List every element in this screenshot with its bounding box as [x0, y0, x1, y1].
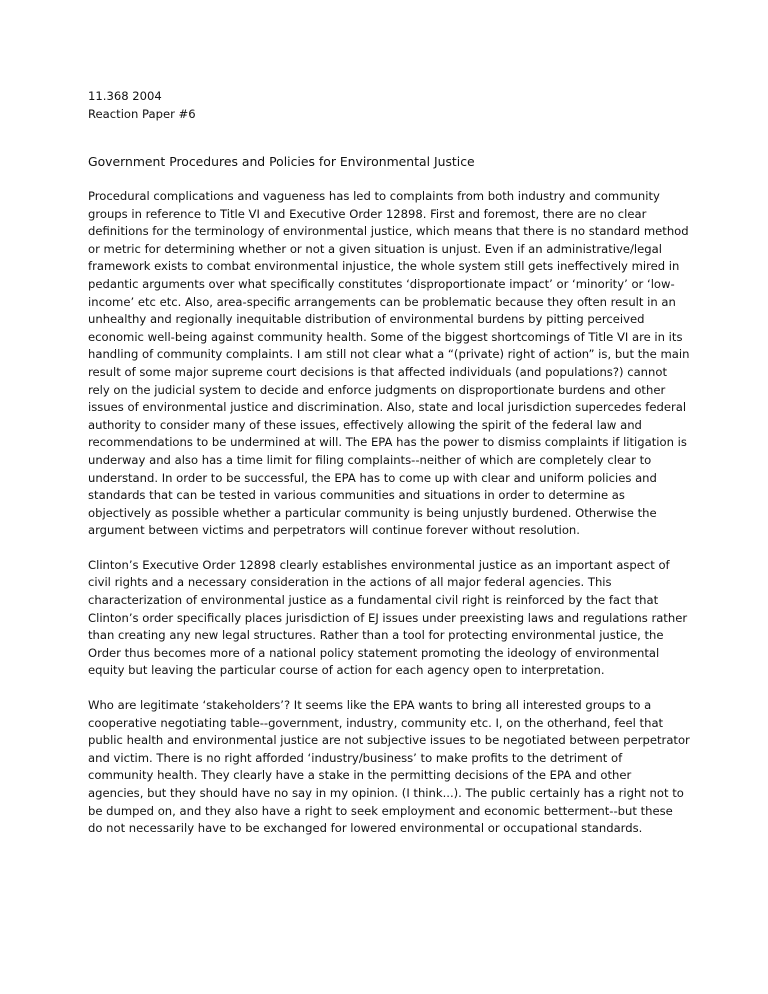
paragraph-title-vi: Procedural complications and vagueness has led to complaints from both industry and community groups in reference to Title VI and Executive Order 12898. First and foremost, there are no clear definitions for the terminology of environmental justice, which means that there is no standard method or metric for determining whether or not a given situation is unjust. Even if an administrative/legal framework exists to combat environmental injustice, the whole system still gets ineffectively mired in pedantic arguments over what specifically constitutes ‘disproportionate impact’ or ‘minority’ or ‘low-income’ etc etc. Also, area-specific arrangements can be problematic because they often result in an unhealthy and regionally inequitable distribution of environmental burdens by pitting perceived economic well-being against community health. Some of the biggest shortcomings of Title VI are in its handling of community complaints. I am still not clear what a “(private) right of action” is, but the main result of some major supreme court decisions is that affected individuals (and populations?) cannot rely on the judicial system to decide and enforce judgments on disproportionate burdens and other issues of environmental justice and discrimination. Also, state and local jurisdiction supercedes federal authority to consider many of these issues, effectively allowing the spirit of the federal law and recommendations to be undermined at will. The EPA has the power to dismiss complaints if litigation is underway and also has a time limit for filing complaints--neither of which are completely clear to understand. In order to be successful, the EPA has to come up with clear and uniform policies and standards that can be tested in various communities and situations in order to determine as objectively as possible whether a particular community is being unjustly burdened. Otherwise the argument between victims and perpetrators will continue forever without resolution.	[88, 189, 690, 538]
paper-line: Reaction Paper #6	[88, 106, 196, 121]
paragraph-stakeholders: Who are legitimate ‘stakeholders’? It seems like the EPA wants to bring all interested groups to a cooperative negotiating table--government, industry, community etc. I, on the otherhand, feel that public health and environmental justice are not subjective issues to be negotiated between perpetrator and victim. There is no right afforded ‘industry/business’ to make profits to the detriment of community health. They clearly have a stake in the permitting decisions of the EPA and other agencies, but they should have no say in my opinion. (I think...). The public certainly has a right not to be dumped on, and they also have a right to seek employment and economic betterment--but these do not necessarily have to be exchanged for lowered environmental or occupational standards.	[88, 698, 690, 836]
document-body	[88, 188, 690, 855]
document-title: Government Procedures and Policies for Environmental Justice	[88, 154, 475, 169]
paragraph-executive-order: Clinton’s Executive Order 12898 clearly establishes environmental justice as an important aspect of civil rights and a necessary consideration in the actions of all major federal agencies. This characterization of environmental justice as a fundamental civil right is reinforced by the fact that Clinton’s order specifically places jurisdiction of EJ issues under preexisting laws and regulations rather than creating any new legal structures. Rather than a tool for protecting environmental justice, the Order thus becomes more of a national policy statement promoting the ideology of environmental equity but leaving the particular course of action for each agency open to interpretation.	[88, 557, 688, 678]
document-header	[88, 88, 688, 123]
course-line: 11.368 2004	[88, 89, 162, 103]
